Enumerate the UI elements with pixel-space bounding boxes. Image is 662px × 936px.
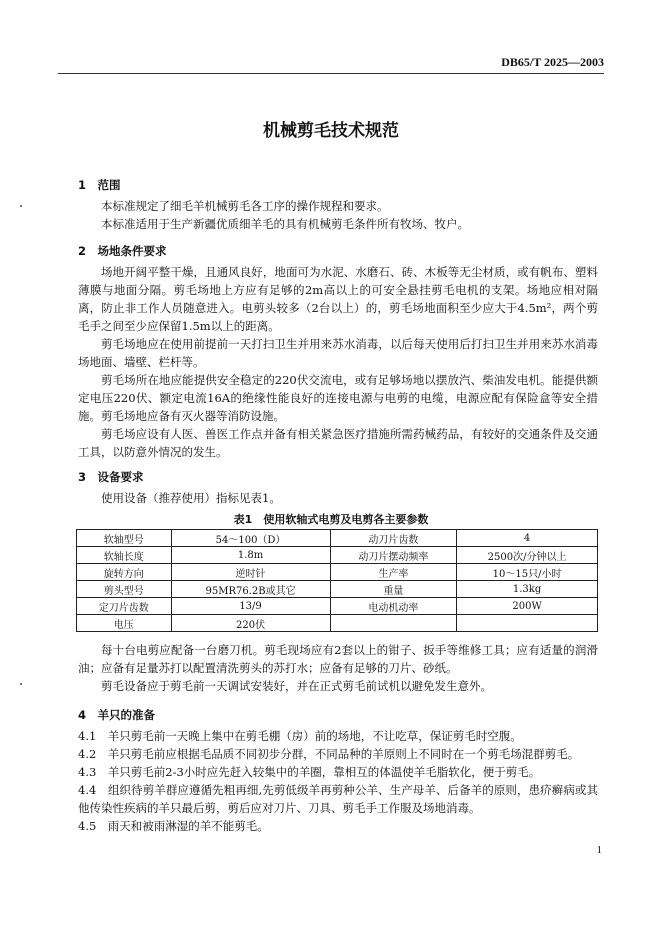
- table-row: [77, 598, 598, 615]
- table-row: [77, 530, 598, 547]
- clause-4-2: 4.2 羊只剪毛前应根据毛品质不同初步分群，不同品种的羊原则上不同时在一个剪毛场混群剪毛。: [78, 747, 580, 761]
- table-cell: 95MR76.2B或其它: [171, 581, 330, 598]
- section-4-heading: 4 羊只的准备: [78, 708, 156, 722]
- section-1-paragraph-2: 本标准适用于生产新疆优质细羊毛的具有机械剪毛条件所有牧场、牧户。: [101, 217, 469, 231]
- table-cell: 13/9: [171, 598, 330, 615]
- table-cell: 逆时针: [171, 564, 330, 581]
- table-cell: 220伏: [171, 615, 330, 632]
- scan-speck: [20, 683, 22, 685]
- table-cell: 10～15只/小时: [457, 564, 598, 581]
- table-cell: 生产率: [330, 564, 457, 581]
- table-cell: 动刀片摆动频率: [330, 547, 457, 564]
- table-row: [77, 564, 598, 581]
- section-2-paragraph-2: 剪毛场地应在使用前提前一天打扫卫生并用来苏水消毒，以后每天使用后打扫卫生并用来苏水消毒场地面、墙壁、栏杆等。: [78, 337, 598, 369]
- table-row: [77, 547, 598, 564]
- table-cell: 软轴型号: [77, 530, 172, 547]
- section-3-paragraph-3: 剪毛设备应于剪毛前一天调试安装好，并在正式剪毛前试机以避免发生意外。: [101, 679, 492, 693]
- table-row: [77, 615, 598, 632]
- section-1-paragraph-1: 本标准规定了细毛羊机械剪毛各工序的操作规程和要求。: [101, 199, 389, 213]
- section-2-paragraph-4: 剪毛场应设有人医、兽医工作点并备有相关紧急医疗措施所需药械药品，有较好的交通条件及交通工具，以防意外情况的发生。: [78, 427, 598, 459]
- section-3-heading: 3 设备要求: [78, 470, 144, 484]
- table-cell: 1.3kg: [457, 581, 598, 598]
- table-cell: 1.8m: [171, 547, 330, 564]
- table-cell: 剪头型号: [77, 581, 172, 598]
- section-3-paragraph-1: 使用设备（推荐使用）指标见表1。: [101, 491, 281, 505]
- clause-4-4: 4.4 组织待剪羊群应遵循先粗再细,先剪低级羊再剪种公羊、生产母羊、后备羊的原则，患疥癣病或其他传染性疾病的羊只最后剪，剪后应对刀片、刀具、剪毛手工作服及场地消毒。: [78, 783, 598, 815]
- document-title: 机械剪毛技术规范: [263, 121, 399, 141]
- table-cell: 旋转方向: [77, 564, 172, 581]
- table-cell: 54～100（D）: [171, 530, 330, 547]
- table-cell: [330, 615, 457, 632]
- parameters-table: [76, 529, 598, 632]
- scan-speck: [20, 205, 22, 207]
- table-cell: 软轴长度: [77, 547, 172, 564]
- table-cell: 2500次/分钟以上: [457, 547, 598, 564]
- section-2-paragraph-3: 剪毛场所在地应能提供安全稳定的220伏交流电，或有足够场地以摆放汽、柴油发电机。能提供额定电压220伏、额定电流16A的绝缘性能良好的连接电源与电剪的电缆，电源应配有保险盒等安全措施。剪毛场地应备有灭火器等消防设施。: [78, 373, 598, 423]
- table-cell: 动刀片齿数: [330, 530, 457, 547]
- document-code: DB65/T 2025—2003: [501, 55, 604, 69]
- section-2-paragraph-1: 场地开阔平整干燥，且通风良好，地面可为水泥、水磨石、砖、木板等无尘材质，或有帆布、塑料薄膜与地面分隔。剪毛场地上方应有足够的2m高以上的可安全悬挂剪毛电机的支架。场地应相对隔离，防止非工作人员随意进入。电剪头较多（2台以上）的，剪毛场地面积至少应大于4.5m²，两个剪毛手之间至少应保留1.5m以上的距离。: [78, 265, 598, 333]
- section-3-paragraph-2: 每十台电剪应配备一台磨刀机。剪毛现场应有2套以上的钳子、扳手等维修工具；应有适量的润滑油；应备有足量苏打以配置清洗剪头的苏打水；应备有足够的刀片、砂纸。: [78, 643, 598, 675]
- clause-4-3: 4.3 羊只剪毛前2-3小时应先赶入较集中的羊圈，靠相互的体温使羊毛脂软化，便于剪毛。: [78, 765, 541, 779]
- table-cell: [457, 615, 598, 632]
- table-cell: 电压: [77, 615, 172, 632]
- clause-4-5: 4.5 雨天和被雨淋湿的羊不能剪毛。: [78, 819, 269, 833]
- table-cell: 200W: [457, 598, 598, 615]
- page-number: 1: [596, 844, 602, 856]
- section-1-heading: 1 范围: [78, 178, 121, 192]
- section-2-heading: 2 场地条件要求: [78, 244, 167, 258]
- table-cell: 重量: [330, 581, 457, 598]
- header-rule: [58, 73, 604, 74]
- clause-4-1: 4.1 羊只剪毛前一天晚上集中在剪毛棚（房）前的场地，不让吃草，保证剪毛时空腹。: [78, 729, 522, 743]
- table-cell: 电动机动率: [330, 598, 457, 615]
- table-cell: 定刀片齿数: [77, 598, 172, 615]
- table-cell: 4: [457, 530, 598, 547]
- table-row: [77, 581, 598, 598]
- table-caption: 表1 使用软轴式电剪及电剪各主要参数: [233, 513, 429, 526]
